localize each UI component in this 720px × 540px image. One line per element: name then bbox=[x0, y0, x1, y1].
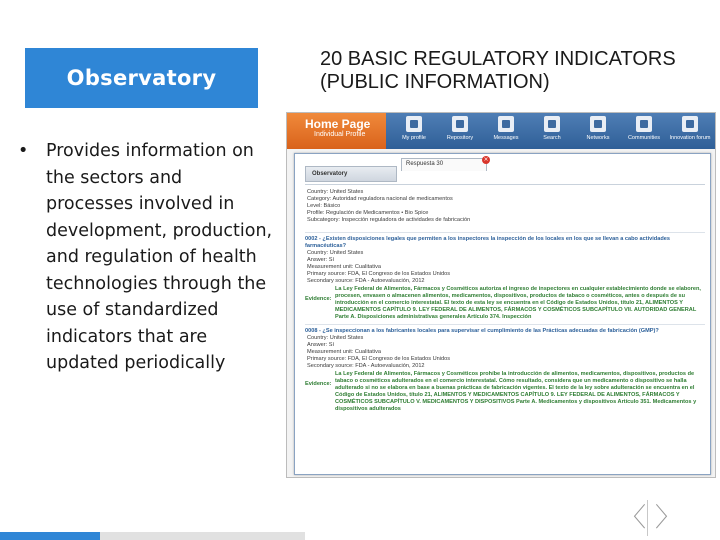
nav-label: Communities bbox=[627, 135, 661, 141]
nav-label: Networks bbox=[586, 135, 610, 141]
question-2[interactable]: 0008 - ¿Se inspeccionan a los fabricantes locales para supervisar el cumplimiento de las Prácticas adecuadas de fabricación (GMP)? bbox=[305, 328, 659, 334]
answer-field: Answer: Sí bbox=[307, 257, 335, 263]
bullet-text: Provides information on the sectors and processes involved in development, production, and regulation of health technologies through the use of standardized indicators that are updated periodically bbox=[46, 141, 273, 373]
nav-innovation-forum[interactable] bbox=[667, 115, 713, 149]
nav-networks[interactable] bbox=[575, 115, 621, 149]
nav-label: My profile bbox=[402, 135, 426, 141]
evidence-block bbox=[305, 371, 705, 413]
observatory-label-box bbox=[25, 48, 258, 108]
search-icon bbox=[544, 116, 560, 132]
evidence-block bbox=[305, 286, 705, 321]
answer-field: Measurement unit: Cualitativa bbox=[307, 349, 381, 355]
evidence-label: Evidence: bbox=[305, 296, 332, 302]
answer-field: Secondary source: FDA - Autoevaluación, 2012 bbox=[307, 363, 425, 369]
books-icon bbox=[452, 116, 468, 132]
answer-field: Country: United States bbox=[307, 335, 364, 341]
nav-communities[interactable] bbox=[621, 115, 667, 149]
evidence-text: La Ley Federal de Alimentos, Fármacos y Cosméticos autoriza el ingreso de inspectores en cualquier establecimiento donde se elaboren, procesen, envasen o almacenen alimentos, medicamentos, dispositivos, productos de tabaco o cosméticos, antes o después de su introducción en el comercio interestatal. El texto de esta ley se encuentra en el Código de Estados Unidos, título 21, ALIMENTOS Y MEDICAMENTOS CAPÍTULO 9. LEY FEDERAL DE ALIMENTOS, FÁRMACOS Y COSMÉTICOS SUBCAPÍTULO VII. AUTORIDAD GENERAL Parte A. Disposiciones administrativas generales Artículo 374. Inspección bbox=[335, 286, 701, 320]
profile-icon bbox=[406, 116, 422, 132]
evidence-text: La Ley Federal de Alimentos, Fármacos y Cosméticos prohíbe la introducción de alimentos, medicamentos, dispositivos, productos de tabaco o cosméticos adulterados en el comercio interestatal. Cómo resultado, considera que un medicamento o dispositivo se halla adulterado si no se elabora en base a buenas prácticas de fabricación vigentes. El texto de la ley sobre adulteración se encuentra en el Código de Estados Unidos, título 21, ALIMENTOS Y MEDICAMENTOS CAPÍTULO 9. LEY FEDERAL DE ALIMENTOS, FÁRMACOS Y COSMÉTICOS SUBCAPÍTULO V. MEDICAMENTOS Y DISPOSITIVOS Parte A. Medicamentos y dispositivos Artículo 351. Medicamentos y dispositivos adulterados bbox=[335, 371, 697, 412]
home-page-subtitle: Individual Profile bbox=[314, 131, 366, 138]
nav-repository[interactable] bbox=[437, 115, 483, 149]
bullet-point bbox=[18, 138, 273, 377]
close-icon[interactable]: × bbox=[483, 156, 489, 163]
footer-grey-bar bbox=[100, 532, 305, 540]
forum-icon bbox=[682, 116, 698, 132]
nav-label: Innovation forum bbox=[669, 135, 711, 141]
previous-slide-button[interactable]: 〈 bbox=[620, 503, 647, 533]
meta-line: Profile: Regulación de Medicamentos • Bio Spice bbox=[307, 210, 429, 216]
evidence-label: Evidence: bbox=[305, 381, 332, 387]
observatory-panel bbox=[294, 153, 711, 475]
question-1[interactable]: 0002 - ¿Existen disposiciones legales que permiten a los inspectores la inspección de los locales en los que se llevan a cabo actividades farmacéuticas? bbox=[305, 236, 670, 249]
observatory-label: Observatory bbox=[66, 66, 217, 90]
answer-field: Measurement unit: Cualitativa bbox=[307, 264, 381, 270]
portal-nav-bar bbox=[287, 113, 716, 149]
people-icon bbox=[636, 116, 652, 132]
answer-field: Answer: Sí bbox=[307, 342, 335, 348]
answer-field: Primary source: FDA, El Congreso de los Estados Unidos bbox=[307, 356, 451, 362]
home-page-title: Home Page bbox=[305, 117, 371, 131]
slide-title: 20 BASIC REGULATORY INDICATORS (PUBLIC INFORMATION) bbox=[320, 48, 676, 93]
nav-messages[interactable] bbox=[483, 115, 529, 149]
embedded-screenshot bbox=[286, 112, 716, 478]
meta-line: Subcategory: Inspección reguladora de actividades de fabricación bbox=[307, 217, 471, 223]
divider bbox=[305, 324, 705, 325]
nav-label: Repository bbox=[446, 135, 474, 141]
sidebar-observatory[interactable]: Observatory bbox=[305, 166, 397, 182]
next-slide-button[interactable]: 〉 bbox=[655, 503, 682, 533]
bullet-dot-icon: • bbox=[18, 141, 29, 161]
meta-line: Category: Autoridad reguladora nacional de medicamentos bbox=[307, 196, 453, 202]
answer-field: Secondary source: FDA - Autoevaluación, 2012 bbox=[307, 278, 425, 284]
nav-label: Search bbox=[543, 135, 561, 141]
answer-field: Primary source: FDA, El Congreso de los Estados Unidos bbox=[307, 271, 451, 277]
network-icon bbox=[590, 116, 606, 132]
home-page-button[interactable] bbox=[287, 113, 386, 149]
nav-divider bbox=[647, 500, 648, 536]
nav-my-profile[interactable] bbox=[391, 115, 437, 149]
divider bbox=[305, 232, 705, 233]
nav-search[interactable] bbox=[529, 115, 575, 149]
meta-line: Country: United States bbox=[307, 189, 364, 195]
tab-response[interactable]: Respuesta 30 bbox=[401, 158, 487, 171]
envelope-icon bbox=[498, 116, 514, 132]
answer-field: Country: United States bbox=[307, 250, 364, 256]
indicator-meta bbox=[307, 189, 705, 224]
nav-label: Messages bbox=[493, 135, 519, 141]
meta-line: Level: Básico bbox=[307, 203, 341, 209]
response-content bbox=[305, 184, 705, 469]
